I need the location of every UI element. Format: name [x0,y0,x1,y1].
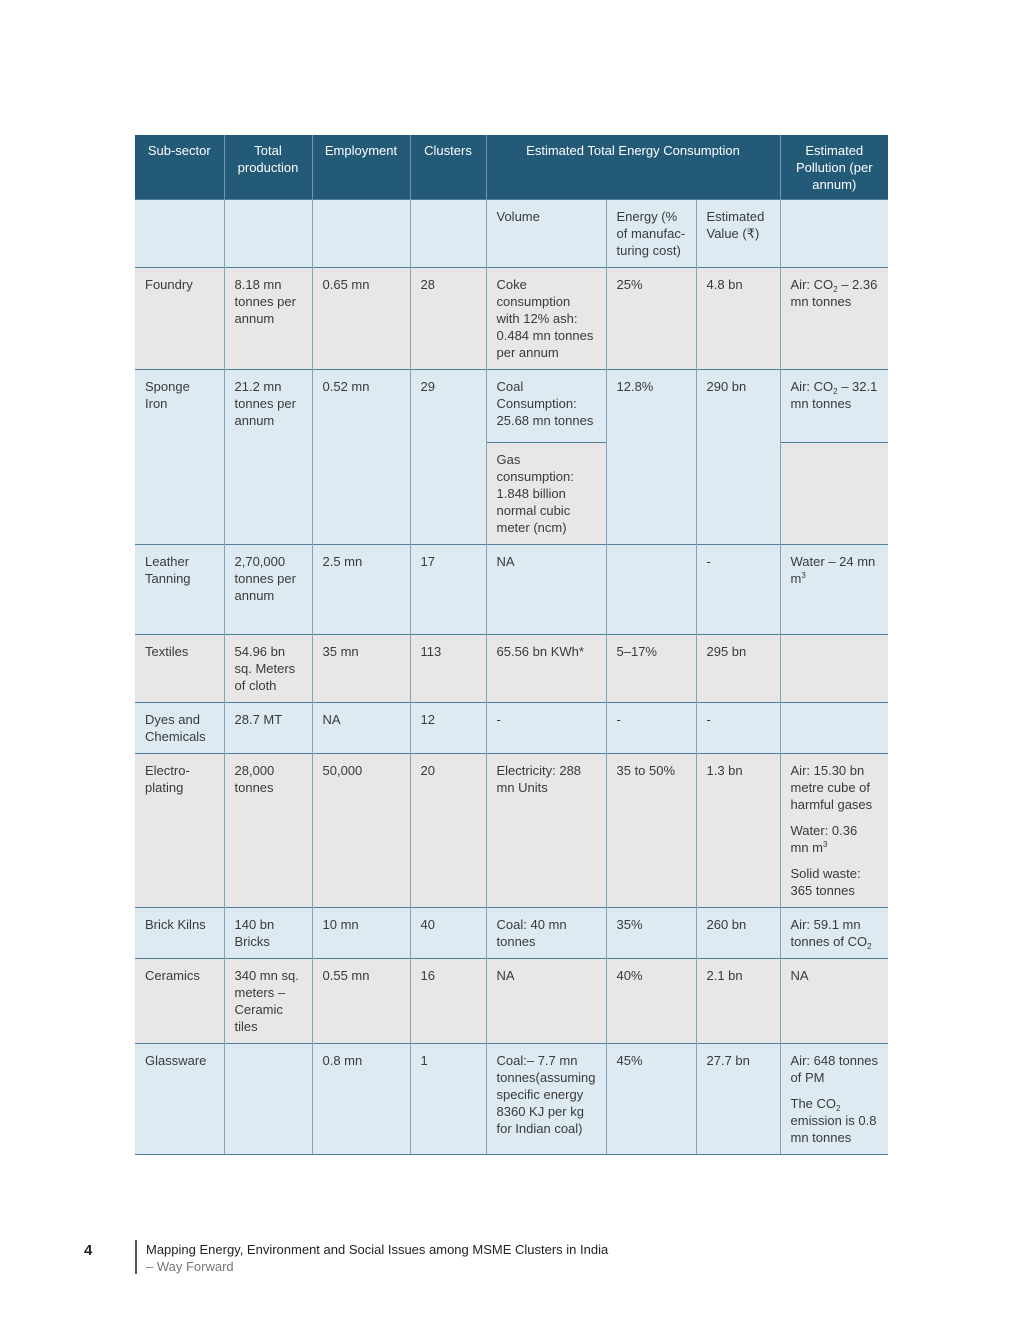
cell-clusters: 1 [410,1044,486,1155]
cell-value: - [696,703,780,754]
subheader-volume: Volume [486,200,606,268]
cell-value: 290 bn [696,370,780,545]
cell-clusters: 20 [410,754,486,908]
table-row [135,703,888,754]
cell-pollution: Air: $CO_2 - 32.1$ mn tonnes [780,370,888,443]
cell-production: 8.18 mn tonnes per annum [224,268,312,370]
cell-subsector: Sponge Iron [135,370,224,545]
cell-subsector: Leather Tanning [135,545,224,635]
cell-subsector: Dyes and Chemicals [135,703,224,754]
cell-volume: Coal: 40 mn tonnes [486,908,606,959]
cell-clusters: 17 [410,545,486,635]
cell-production: 54.96 bn sq. Meters of cloth [224,635,312,703]
cell-subsector: Textiles [135,635,224,703]
cell-production: 340 mn sq. meters – Ceramic tiles [224,959,312,1044]
cell-energy-pct: 35% [606,908,696,959]
header-pollution: Estimated Pollution (per annum) [780,135,888,200]
table-row [135,908,888,959]
cell-employment: 0.8 mn [312,1044,410,1155]
cell-production: 28,000 tonnes [224,754,312,908]
cell-pollution: Air: 15.30 bn metre cube of harmful gases Water: 0.36 mn $m^3$ Solid waste: 365 tonnes [780,754,888,908]
cell-volume-gas: Gas consumption: 1.848 billion normal cubic meter (ncm) [486,443,606,545]
header-row [135,135,888,200]
cell-volume: Coal Consumption: 25.68 mn tonnes [486,370,606,443]
table-row [135,1044,888,1155]
cell-pollution: Air: 648 tonnes of PM The $CO_2$ emission is 0.8 mn tonnes [780,1044,888,1155]
table-row [135,635,888,703]
cell-volume: 65.56 bn KWh* [486,635,606,703]
cell-clusters: 29 [410,370,486,545]
cell-volume: NA [486,545,606,635]
cell-subsector: Brick Kilns [135,908,224,959]
cell-value: 1.3 bn [696,754,780,908]
cell-volume: Coke consumption with 12% ash: 0.484 mn tonnes per annum [486,268,606,370]
cell-employment: 0.52 mn [312,370,410,545]
cell-employment: 0.65 mn [312,268,410,370]
cell-energy-pct: 45% [606,1044,696,1155]
subheader-energy-pct: Energy (% of manufac-turing cost) [606,200,696,268]
cell-pollution: Air: $CO_2 - 2.36$ mn tonnes [780,268,888,370]
cell-energy-pct: 12.8% [606,370,696,545]
header-production: Total production [224,135,312,200]
cell-employment: 0.55 mn [312,959,410,1044]
header-energy: Estimated Total Energy Consumption [486,135,780,200]
page-number: 4 [84,1242,93,1259]
cell-energy-pct [606,545,696,635]
footer-subtitle: – Way Forward [146,1259,234,1274]
table-row [135,268,888,370]
cell-production [224,1044,312,1155]
cell-subsector: Glassware [135,1044,224,1155]
page-footer [0,1238,1024,1278]
cell-clusters: 113 [410,635,486,703]
cell-volume: Electricity: 288 mn Units [486,754,606,908]
footer-title: Mapping Energy, Environment and Social Issues among MSME Clusters in India [146,1242,609,1257]
table-row [135,754,888,908]
cell-energy-pct: 25% [606,268,696,370]
cell-pollution: Water – 24 mn $m^3$ [780,545,888,635]
cell-production: 2,70,000 tonnes per annum [224,545,312,635]
cell-value: 2.1 bn [696,959,780,1044]
cell-production: 21.2 mn tonnes per annum [224,370,312,545]
header-subsector: Sub-sector [135,135,224,200]
cell-subsector: Electro-plating [135,754,224,908]
cell-value: - [696,545,780,635]
subheader-value: Estimated Value (₹) [696,200,780,268]
cell-value: 27.7 bn [696,1044,780,1155]
cell-pollution [780,703,888,754]
cell-production: 140 bn Bricks [224,908,312,959]
cell-energy-pct: 5–17% [606,635,696,703]
cell-employment: 50,000 [312,754,410,908]
msme-energy-pollution-table [135,135,888,1155]
footer-divider [135,1240,137,1274]
subheader-row [135,200,888,268]
cell-pollution: NA [780,959,888,1044]
header-employment: Employment [312,135,410,200]
table-row [135,370,888,443]
cell-pollution: Air: 59.1 mn tonnes of $CO_2$ [780,908,888,959]
cell-employment: 2.5 mn [312,545,410,635]
cell-clusters: 16 [410,959,486,1044]
table-row [135,959,888,1044]
cell-value: 295 bn [696,635,780,703]
cell-clusters: 28 [410,268,486,370]
cell-pollution [780,635,888,703]
cell-pollution-empty [780,443,888,545]
cell-volume: Coal:– 7.7 mn tonnes(assuming specific energy 8360 KJ per kg for Indian coal) [486,1044,606,1155]
cell-energy-pct: 40% [606,959,696,1044]
cell-clusters: 12 [410,703,486,754]
cell-subsector: Foundry [135,268,224,370]
cell-employment: NA [312,703,410,754]
cell-energy-pct: - [606,703,696,754]
cell-subsector: Ceramics [135,959,224,1044]
cell-production: 28.7 MT [224,703,312,754]
cell-energy-pct: 35 to 50% [606,754,696,908]
cell-value: 4.8 bn [696,268,780,370]
cell-employment: 35 mn [312,635,410,703]
cell-volume: NA [486,959,606,1044]
cell-clusters: 40 [410,908,486,959]
header-clusters: Clusters [410,135,486,200]
table-row [135,545,888,635]
cell-volume: - [486,703,606,754]
cell-employment: 10 mn [312,908,410,959]
cell-value: 260 bn [696,908,780,959]
